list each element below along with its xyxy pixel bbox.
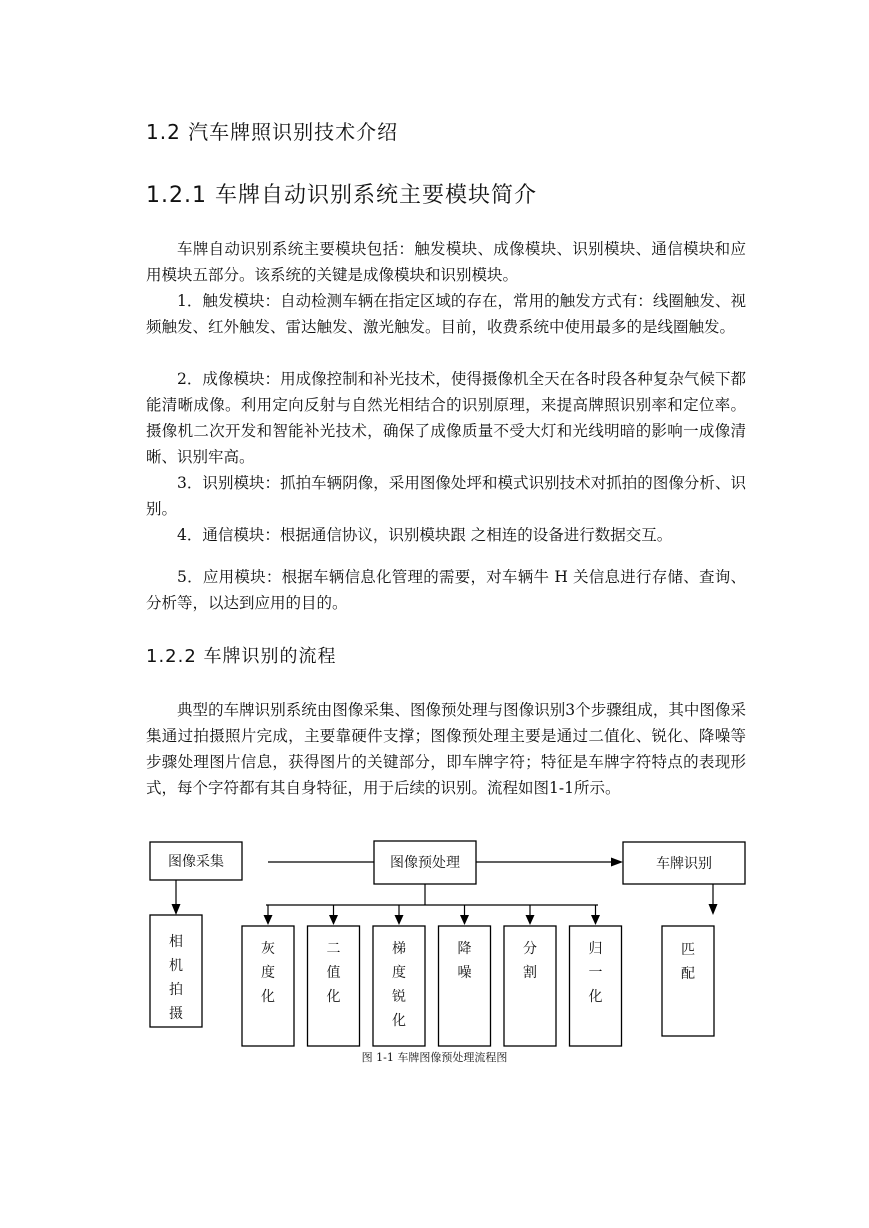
step-box-char: 化	[326, 989, 341, 1005]
arrowhead-to-recognize	[611, 858, 623, 867]
step-box	[308, 926, 360, 1046]
capture-box-label: 图像采集	[168, 854, 224, 870]
step-box-char: 灰	[261, 941, 275, 957]
step-box-char: 度	[261, 965, 275, 981]
paragraph-application-module: 5．应用模块：根据车辆信息化管理的需要，对车辆牛 H 关信息进行存储、查询、分析等，以达到应用的目的。	[146, 568, 746, 612]
step-box-char: 化	[261, 989, 275, 1005]
step-arrowhead	[329, 915, 338, 925]
step-boxes	[242, 926, 622, 1046]
paragraph-imaging-module: 2．成像模块：用成像控制和补光技术，使得摄像机全天在各时段各种复杂气候下都能清晰成像。利用定向反射与自然光相结合的识别原理，来提高牌照识别率和定位率。摄像机二次开发和智能补光技术，确保了成像质量不受大灯和光线明暗的影响一成像清晰、识别牢高。	[146, 370, 746, 466]
step-box-char: 一	[588, 965, 603, 981]
arrowhead-to-match	[709, 904, 718, 915]
paragraph-recognition-module: 3．识别模块：抓拍车辆阴像，采用图像处坪和模式识别技术对抓拍的图像分析、识别。	[146, 474, 746, 518]
step-box-char: 降	[457, 941, 472, 957]
step-box	[570, 926, 622, 1046]
step-arrows	[264, 905, 601, 925]
recognize-box-label: 车牌识别	[656, 856, 712, 872]
paragraph-trigger-module: 1．触发模块：自动检测车辆在指定区域的存在，常用的触发方式有：线圈触发、视频触发、红外触发、雷达触发、激光触发。目前，收费系统中使用最多的是线圈触发。	[146, 292, 746, 336]
step-box-char: 噪	[457, 965, 472, 981]
camera-box-char: 相	[169, 934, 183, 950]
paragraph-process: 典型的车牌识别系统由图像采集、图像预处理与图像识别3个步骤组成，其中图像采集通过拍摄照片完成，主要靠硬件支撑；图像预处理主要是通过二值化、锐化、降噪等步骤处理图片信息，获得图片的关键部分，即车牌字符；特征是车牌字符特点的表现形式，每个字符都有其自身特征，用于后续的识别。流程如图1-1所示。	[146, 701, 746, 797]
step-box	[242, 926, 294, 1046]
step-box	[373, 926, 425, 1046]
step-box-char: 分	[523, 941, 537, 957]
step-box-char: 值	[326, 965, 341, 981]
camera-box-char: 机	[169, 958, 183, 974]
step-arrowhead	[591, 915, 600, 925]
camera-box-char: 摄	[169, 1006, 183, 1022]
step-box-char: 割	[523, 965, 537, 981]
step-box-char: 锐	[392, 989, 406, 1005]
step-box-char: 二	[326, 941, 341, 957]
step-arrowhead	[526, 915, 535, 925]
subsection-heading-process: 1.2.2 车牌识别的流程	[146, 646, 337, 667]
step-arrowhead	[395, 915, 404, 925]
step-box-char: 化	[588, 989, 603, 1005]
match-box-char: 匹	[681, 942, 695, 958]
step-arrowhead	[264, 915, 273, 925]
section-heading: 1.2 汽车牌照识别技术介绍	[146, 120, 399, 144]
figure-caption: 图 1-1 车牌图像预处理流程图	[361, 1051, 508, 1064]
arrowhead-to-camera	[172, 904, 181, 915]
subsection-heading-modules: 1.2.1 车牌自动识别系统主要模块简介	[146, 183, 537, 208]
preprocess-box-label: 图像预处理	[390, 855, 460, 871]
step-box-char: 化	[392, 1013, 406, 1029]
match-box-char: 配	[681, 966, 695, 982]
step-box-char: 梯	[392, 941, 406, 957]
camera-box-char: 拍	[169, 982, 183, 998]
step-box	[439, 926, 491, 1046]
step-box	[504, 926, 556, 1046]
step-arrowhead	[460, 915, 469, 925]
paragraph-communication-module: 4．通信模块：根据通信协议，识别模块跟 之相连的设备进行数据交互。	[177, 526, 673, 544]
step-box-char: 归	[588, 941, 603, 957]
paragraph-modules-intro: 车牌自动识别系统主要模块包括：触发模块、成像模块、识别模块、通信模块和应用模块五部分。该系统的关键是成像模块和识别模块。	[146, 240, 746, 284]
step-box-char: 度	[392, 965, 406, 981]
